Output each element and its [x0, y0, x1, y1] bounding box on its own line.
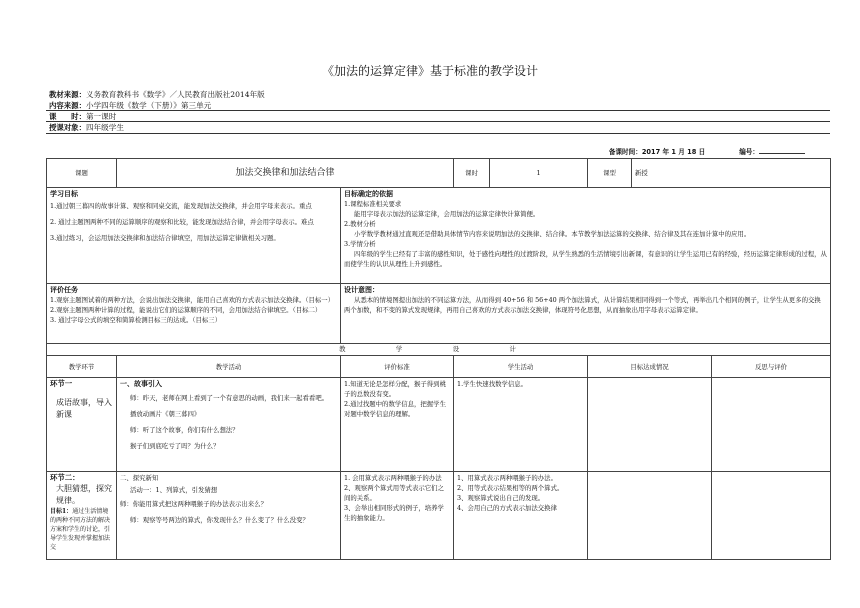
activity-line: 师：听了这个故事，你们有什么想法？: [130, 426, 239, 434]
student-line: 1、用算式表示两种喂猴子的办法。: [457, 474, 557, 482]
meta-source: [49, 89, 265, 100]
criteria-line: 1.知道无论是怎样分配，猴子得到桃子的总数没有变。: [344, 380, 446, 398]
meta-rule: [46, 121, 830, 122]
criteria-line: 1. 会用算式表示两种喂猴子的办法: [344, 474, 442, 482]
student-line: 2、用等式表示结果相等的两个算式。: [457, 484, 564, 492]
step-row: [47, 472, 831, 560]
criteria-line: 2、观察两个算式用等式表示它们之间的关系。: [344, 484, 444, 502]
meta-rule: [46, 110, 830, 111]
basis-item: 小学数学教材通过直观还是借助具体情节内容来说明加法的交换律、结合律。本节教学加法运算的交换律、结合律及其在连加计算中的应用。: [354, 230, 751, 238]
reflection-cell: [712, 378, 831, 472]
hours-value: 1: [490, 159, 588, 188]
step-name: 环节二：: [50, 473, 80, 482]
col-activity: 教学活动: [117, 356, 341, 378]
topic-row: [47, 159, 831, 188]
step-subtitle: 成语故事，导入新课: [56, 398, 112, 419]
goal-item: 2. 通过主题图两种不同的运算顺序的观察和比较，能发现加法结合律，并会用字母表示。难点: [50, 218, 314, 226]
step-goal: 通过生活情境的两种不同方法的解决方案和学生的讨论，引导学生发现并掌握加法交: [50, 508, 111, 551]
prep-date: 备课时间：2017 年 1 月 18 日: [608, 148, 706, 156]
column-header-row: [47, 356, 831, 378]
meta-value: 第一课时: [85, 112, 117, 121]
section-row: [47, 344, 831, 356]
goals-title: 学习目标: [50, 190, 78, 198]
design-intent: [341, 284, 831, 344]
criteria-line: 2.通过找题中的数学信息，把握学生对题中数学信息的理解。: [344, 400, 446, 418]
learning-goals: [47, 188, 341, 284]
criteria-line: 3、会举出相同形式的例子，培养学生的抽象能力。: [344, 504, 444, 522]
activity-line: 师：昨天，老师在网上看到了一个有意思的动画，我们来一起看看吧。: [130, 394, 329, 402]
page-title: 《加法的运算定律》基于标准的教学设计: [321, 64, 538, 78]
number-label: 编号：: [739, 148, 759, 156]
activity-heading: 二、探究新知: [120, 474, 159, 482]
basis-item: 1.课程标准相关要求: [344, 200, 402, 208]
activity-line: 活动一：1、列算式，引发猜想: [130, 486, 218, 494]
step-row: [47, 378, 831, 472]
step-goal-label: 目标1：: [50, 508, 73, 515]
evaluation-tasks: [47, 284, 341, 344]
meta-label: 内容来源：: [49, 101, 86, 110]
col-step: 教学环节: [47, 356, 117, 378]
meta-audience: [49, 122, 124, 133]
goal-item: 1.通过朝三暮四的故事计算、观察和同桌交流，能发现加法交换律，并会用字母来表示。重点: [50, 202, 312, 210]
col-goal-status: 目标达成情况: [588, 356, 712, 378]
activity-cell: [117, 472, 341, 560]
activity-line: 师：观察等号两边的算式，你发现什么？什么变了？什么没变？: [130, 516, 309, 524]
activity-line: 播放动画片《朝三暮四》: [130, 410, 201, 418]
meta-label: 教材来源：: [49, 90, 86, 99]
activity-cell: [117, 378, 341, 472]
date-line: [0, 146, 805, 156]
type-value: 新授: [632, 159, 831, 188]
goal-status-cell: [588, 378, 712, 472]
step-cell: [47, 378, 117, 472]
step-cell: [47, 472, 117, 560]
criteria-cell: [341, 472, 454, 560]
col-reflection: 反思与评价: [712, 356, 831, 378]
meta-label: 课 时：: [49, 112, 86, 121]
basis-title: 目标确定的依据: [344, 190, 393, 198]
student-cell: [454, 472, 588, 560]
meta-value: 义务教育教科书《数学》／人民教育出版社2014年版: [85, 90, 265, 99]
topic-value: 加法交换律和加法结合律: [117, 159, 454, 188]
goal-basis: [341, 188, 831, 284]
activity-line: 师：你能用算式把这两种喂猴子的办法表示出来么？: [120, 500, 267, 508]
meta-rule: [46, 133, 830, 134]
student-line: 1.学生快速找数学信息。: [457, 380, 528, 388]
meta-value: 四年级学生: [85, 123, 124, 132]
meta-label: 授课对象：: [49, 123, 86, 132]
section-title: 教 学 设 计: [47, 344, 831, 356]
lesson-plan-table: [46, 158, 831, 560]
goal-status-cell: [588, 472, 712, 560]
activity-line: 猴子们到底吃亏了吗？为什么？: [130, 442, 220, 450]
col-criteria: 评价标准: [341, 356, 454, 378]
step-subtitle: 大胆猜想，探究规律。: [56, 484, 112, 505]
basis-item: 能用字母表示加法的运算定律，会用加法的运算定律快计算简便。: [354, 210, 540, 218]
col-student: 学生活动: [454, 356, 588, 378]
student-line: 3、观察算式说出自己的发现。: [457, 494, 545, 502]
goals-row: [47, 188, 831, 284]
student-line: 4、会用自己的方式表示加法交换律: [457, 504, 557, 512]
task-item: 1.观察主题图试着的两种方法，会说出加法交换律，能用自己喜欢的方式表示加法交换律。（目标一）: [50, 296, 335, 304]
intent-title: 设计意图：: [344, 286, 379, 294]
tasks-row: [47, 284, 831, 344]
task-item: 3. 通过字母公式的填空和简算检测目标三的达成。（目标三）: [50, 316, 222, 324]
basis-item: 四年级的学生已经有了丰富的感性知识，处于感性向理性的过渡阶段，从学生熟悉的生活情境引出新课，有意识的让学生运用已有的经验，经历运算定律形成的过程，从而使学生的认识从理性上升到感性。: [344, 250, 827, 268]
basis-item: 2.教材分析: [344, 220, 376, 228]
student-cell: [454, 378, 588, 472]
number-blank: [759, 147, 805, 154]
criteria-cell: [341, 378, 454, 472]
task-item: 2.观察主题图两种计算的过程，能说出它们的运算顺序的不同，会用加法结合律填空。（目标二）: [50, 306, 322, 314]
topic-label: 课题: [47, 159, 117, 188]
activity-heading: 一、故事引入: [120, 380, 162, 388]
type-label: 课型: [588, 159, 632, 188]
step-name: 环节一: [50, 379, 73, 388]
hours-label: 课时: [454, 159, 490, 188]
reflection-cell: [712, 472, 831, 560]
goal-item: 3.通过练习，会运用加法交换律和加法结合律填空，用加法运算定律做相关习题。: [50, 234, 280, 242]
basis-item: 3.学情分析: [344, 240, 376, 248]
meta-value: 小学四年级《数学（下册）》第三单元: [85, 101, 212, 110]
tasks-title: 评价任务: [50, 286, 78, 294]
intent-text: 从悉本的情境图提出加法的不同运算方法，从而得到 40+56 和 56+40 两个加法算式，从计算结果相同得到一个等式，再举出几个相同的例子，让学生从更多的交换两个加数，和不变的算式发现规律，再用自己喜欢的方式表示加法交换律，体现符号化思想，从而抽象出用字母表示运算定律。: [344, 296, 821, 314]
